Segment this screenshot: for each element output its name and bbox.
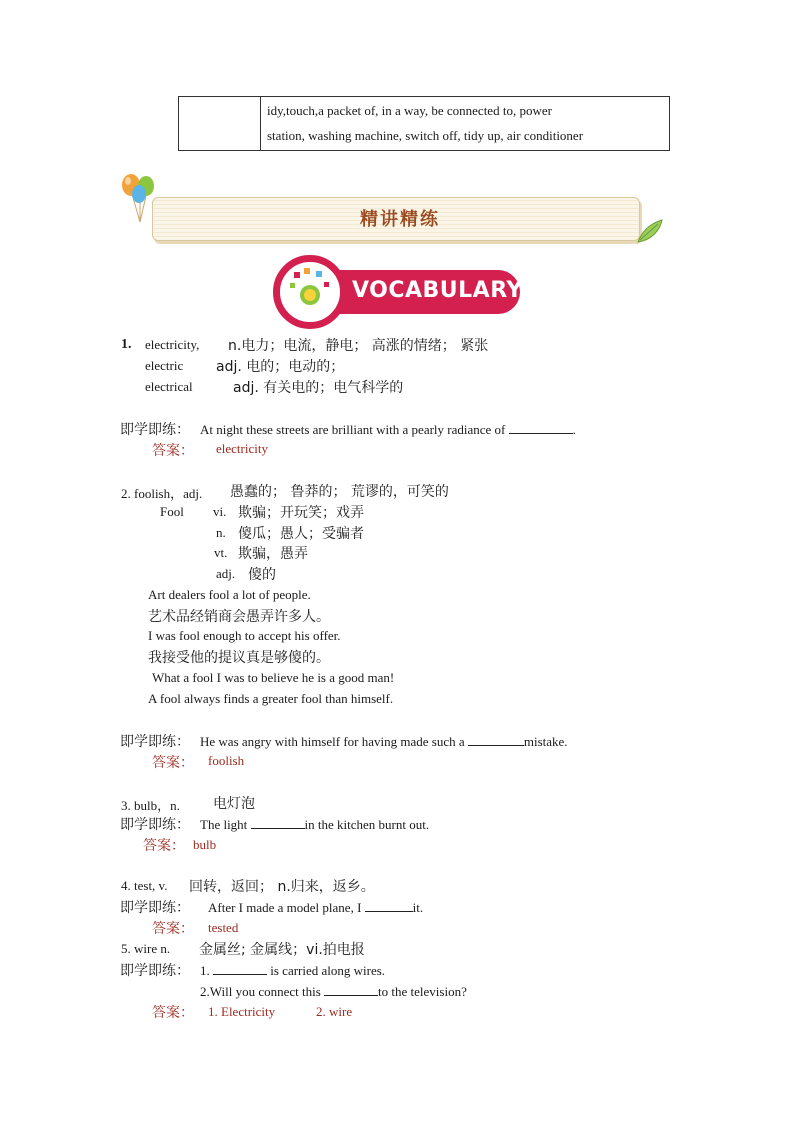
answer-blank[interactable] <box>213 962 267 975</box>
entry-2-pos-3: vt. <box>214 545 228 560</box>
entry-1-definition: n.电力；电流，静电； 高涨的情绪； 紧张 <box>228 338 489 354</box>
answer-label-5: 答案： <box>152 1005 194 1021</box>
example-4: A fool always finds a greater fool than himself. <box>148 691 394 706</box>
table-line-1: idy,touch,a packet of, in a way, be connected to, power <box>267 103 552 118</box>
example-1-translation: 艺术品经销商会愚弄许多人。 <box>148 609 330 625</box>
entry-5-head: 5. wire n. <box>121 941 171 956</box>
practice-sentence-1: At night these streets are brilliant with a pearly radiance of . <box>200 422 576 437</box>
entry-2-pos-1: vi. <box>213 504 227 519</box>
entry-1-word-3: electrical <box>145 379 193 394</box>
answer-5a: 1. Electricity <box>208 1004 276 1019</box>
entry-2-fool: Fool <box>160 504 184 519</box>
table-phrase-cell <box>261 97 665 150</box>
example-3: What a fool I was to believe he is a good man! <box>152 670 395 685</box>
entry-2-pos-4: adj. <box>216 566 236 581</box>
example-2: I was fool enough to accept his offer. <box>148 628 341 643</box>
entry-1-number: 1. <box>121 337 132 352</box>
example-1: Art dealers fool a lot of people. <box>148 587 311 602</box>
entry-4-definition: 回转，返回； n.归来，返乡。 <box>189 879 375 895</box>
practice-label-3: 即学即练： <box>120 817 190 833</box>
vocabulary-badge-label: VOCABULARY <box>352 278 523 303</box>
entry-2-head: 2. foolish，adj. <box>121 486 203 501</box>
entry-1-definition-3: adj. 有关电的；电气科学的 <box>233 380 404 396</box>
answer-1: electricity <box>216 441 268 456</box>
practice-question-1: 1. is carried along wires. <box>200 963 386 978</box>
answer-blank[interactable] <box>365 899 413 912</box>
answer-label-3: 答案： <box>143 838 185 854</box>
entry-5-definition: 金属丝; 金属线；vi.拍电报 <box>199 942 365 958</box>
practice-sentence-3: The light in the kitchen burnt out. <box>200 817 430 832</box>
practice-sentence-4: After I made a model plane, I it. <box>208 900 424 915</box>
entry-4-head: 4. test, v. <box>121 878 168 893</box>
practice-label-2: 即学即练： <box>120 734 190 750</box>
answer-blank[interactable] <box>509 421 573 434</box>
answer-5b: 2. wire <box>316 1004 353 1019</box>
entry-1-word-2: electric <box>145 358 184 373</box>
practice-label-4: 即学即练： <box>120 900 190 916</box>
entry-2-sense-3: 欺骗，愚弄 <box>238 546 308 562</box>
answer-blank[interactable] <box>324 983 378 996</box>
answer-2: foolish <box>208 753 245 768</box>
vocabulary-table <box>178 96 670 151</box>
leaf-icon <box>636 218 666 248</box>
answer-blank[interactable] <box>468 733 524 746</box>
practice-sentence-2: He was angry with himself for having made such a mistake. <box>200 734 568 749</box>
entry-1-word: electricity, <box>145 337 200 352</box>
entry-2-pos-2: n. <box>216 525 226 540</box>
vocabulary-emblem <box>273 255 347 329</box>
entry-2-sense-4: 傻的 <box>248 567 276 583</box>
answer-label-4: 答案： <box>152 921 194 937</box>
entry-2-definition: 愚蠢的； 鲁莽的； 荒谬的，可笑的 <box>230 484 449 500</box>
answer-3: bulb <box>193 837 217 852</box>
table-line-2: station, washing machine, switch off, tidy up, air conditioner <box>267 128 584 143</box>
entry-3-definition: 电灯泡 <box>213 796 255 812</box>
entry-1-definition-2: adj. 电的；电动的； <box>216 359 345 375</box>
entry-3-head: 3. bulb，n. <box>121 798 180 813</box>
entry-2-sense-1: 欺骗；开玩笑；戏弄 <box>238 505 364 521</box>
example-2-translation: 我接受他的提议真是够傻的。 <box>148 650 330 666</box>
answer-label-1: 答案： <box>152 443 194 459</box>
letters-icon <box>280 262 340 322</box>
practice-label-5: 即学即练： <box>120 963 190 979</box>
answer-blank[interactable] <box>251 816 305 829</box>
practice-question-2: 2.Will you connect this to the television? <box>200 984 467 999</box>
answer-4: tested <box>208 920 239 935</box>
practice-label-1: 即学即练： <box>120 422 190 438</box>
answer-label-2: 答案： <box>152 755 194 771</box>
table-empty-cell <box>179 97 261 150</box>
entry-2-sense-2: 傻瓜；愚人；受骗者 <box>238 526 364 542</box>
section-title: 精讲精练 <box>360 209 440 230</box>
